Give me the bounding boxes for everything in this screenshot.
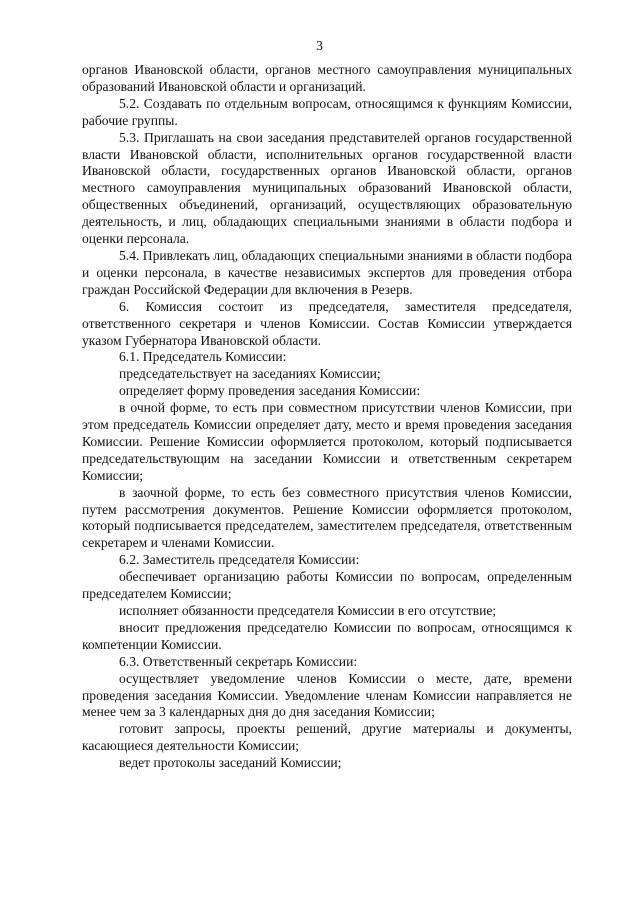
paragraph: органов Ивановской области, органов местного самоуправления муниципальных образований Ивановской области и организаций.: [82, 62, 572, 94]
paragraph: 6.3. Ответственный секретарь Комиссии:: [119, 653, 358, 669]
paragraph: обеспечивает организацию работы Комиссии по вопросам, определенным председателем Комиссии;: [82, 569, 572, 602]
paragraph: 5.3. Приглашать на свои заседания представителей органов государственной власти Ивановской области, исполнительных органов государственной власти Ивановской области, государственных органов Ивановской области, органов местного самоуправления муниципальных образований Ивановской области, общественных объединений, организаций, осуществляющих образовательную деятельность, и лиц, обладающих специальными знаниями в области подбора и оценки персонала.: [82, 129, 572, 247]
paragraph: в очной форме, то есть при совместном присутствии членов Комиссии, при этом председатель Комиссии определяет дату, место и время проведения заседания Комиссии. Решение Комиссии оформляется протоколом, который подписывается председательствующим на заседании Комиссии и ответственным секретарем Комиссии;: [82, 400, 572, 483]
paragraph: ведет протоколы заседаний Комиссии;: [119, 755, 342, 771]
paragraph: осуществляет уведомление членов Комиссии о месте, дате, времени проведения заседания Комиссии. Уведомление членам Комиссии направляется не менее чем за 3 календарных дня до дня заседания Комиссии;: [82, 670, 572, 720]
document-body: [82, 62, 572, 772]
page-number: 3: [316, 38, 323, 53]
paragraph: 6. Комиссия состоит из председателя, заместителя председателя, ответственного секретаря и членов Комиссии. Состав Комиссии утверждается указом Губернатора Ивановской области.: [82, 298, 572, 348]
paragraph: 5.2. Создавать по отдельным вопросам, относящимся к функциям Комиссии, рабочие группы.: [82, 95, 572, 128]
paragraph: определяет форму проведения заседания Комиссии:: [119, 383, 421, 399]
paragraph: готовит запросы, проекты решений, другие материалы и документы, касающиеся деятельности Комиссии;: [82, 721, 572, 754]
paragraph: исполняет обязанности председателя Комиссии в его отсутствие;: [119, 603, 497, 618]
paragraph: вносит предложения председателю Комиссии по вопросам, относящимся к компетенции Комиссии.: [82, 619, 572, 652]
paragraph: 6.2. Заместитель председателя Комиссии:: [119, 552, 360, 568]
paragraph: в заочной форме, то есть без совместного присутствия членов Комиссии, путем рассмотрения документов. Решение Комиссии оформляется протоколом, который подписывается председателем, заместителем председателя, ответственным секретарем и членами Комиссии.: [82, 484, 572, 551]
paragraph: 5.4. Привлекать лиц, обладающих специальными знаниями в области подбора и оценки персонала, в качестве независимых экспертов для проведения отбора граждан Российской Федерации для включения в Резерв.: [82, 247, 572, 297]
paragraph: 6.1. Председатель Комиссии:: [119, 349, 287, 365]
paragraph: председательствует на заседаниях Комиссии;: [119, 366, 381, 382]
